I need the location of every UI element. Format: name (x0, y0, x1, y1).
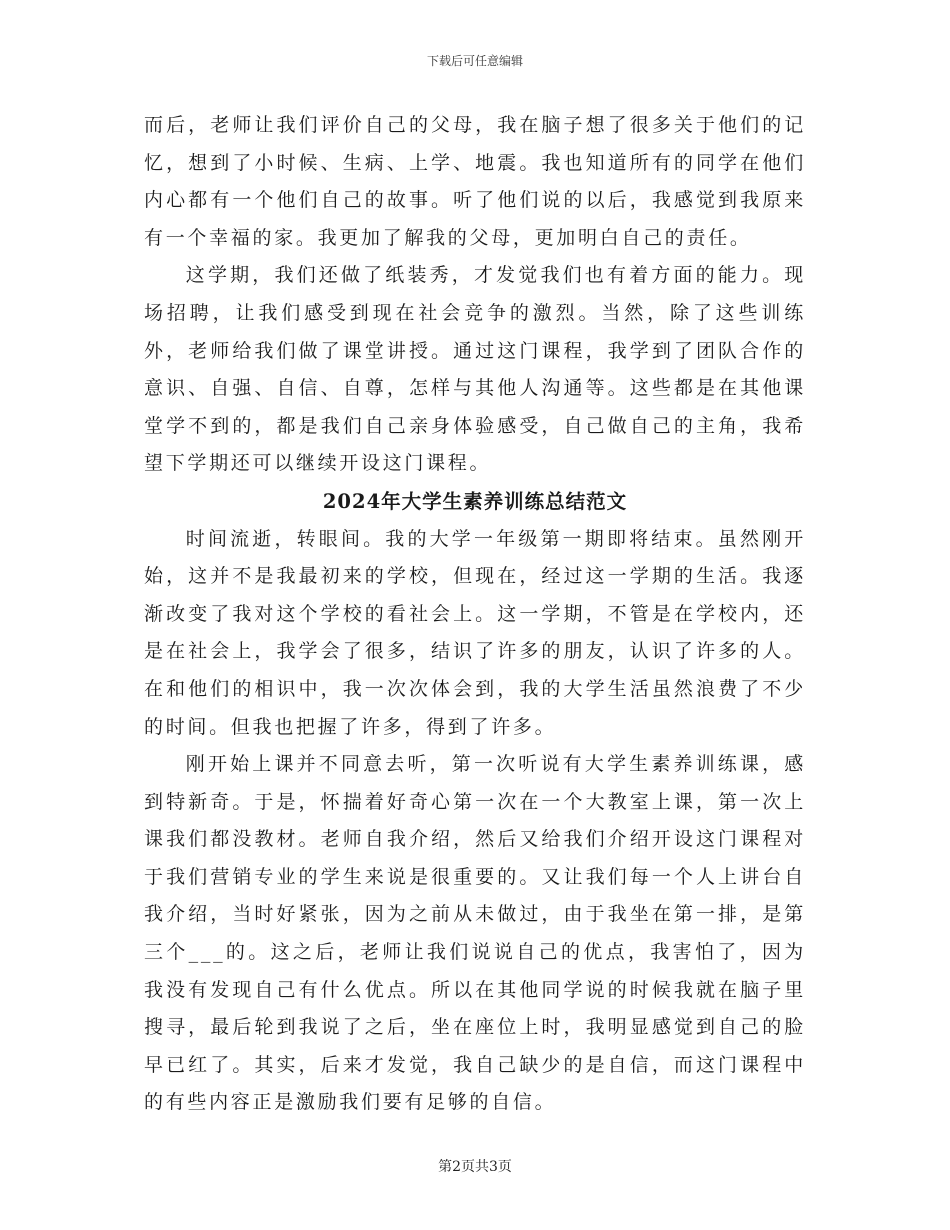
page-number: 第2页共3页 (438, 1159, 512, 1175)
document-body (144, 107, 806, 1122)
header-note: 下载后可任意编辑 (426, 54, 523, 68)
paragraph-parents-evaluation: 而后，老师让我们评价自己的父母，我在脑子想了很多关于他们的记忆，想到了小时候、生病、上学、地震。我也知道所有的同学在他们内心都有一个他们自己的故事。听了他们说的以后，我感觉到我原来有一个幸福的家。我更加了解我的父母，更加明白自己的责任。 (144, 114, 806, 249)
paragraph-semester-activities: 这学期，我们还做了纸装秀，才发觉我们也有着方面的能力。现场招聘，让我们感受到现在社会竞争的激烈。当然，除了这些训练外，老师给我们做了课堂讲授。通过这门课程，我学到了团队合作的意识、自强、自信、自尊，怎样与其他人沟通等。这些都是在其他课堂学不到的，都是我们自己亲身体验感受，自己做自己的主角，我希望下学期还可以继续开设这门课程。 (144, 264, 806, 475)
paragraph-time-passes: 时间流逝，转眼间。我的大学一年级第一期即将结束。虽然刚开始，这并不是我最初来的学校，但现在，经过这一学期的生活。我逐渐改变了我对这个学校的看社会上。这一学期，不管是在学校内，还是在社会上，我学会了很多，结识了许多的朋友，认识了许多的人。在和他们的相识中，我一次次体会到，我的大学生活虽然浪费了不少的时间。但我也把握了许多，得到了许多。 (144, 527, 806, 738)
paragraph-first-class: 刚开始上课并不同意去听，第一次听说有大学生素养训练课，感到特新奇。于是，怀揣着好奇心第一次在一个大教室上课，第一次上课我们都没教材。老师自我介绍，然后又给我们介绍开设这门课程对于我们营销专业的学生来说是很重要的。又让我们每一个人上讲台自我介绍，当时好紧张，因为之前从未做过，由于我坐在第一排，是第三个___的。这之后，老师让我们说说自己的优点，我害怕了，因为我没有发现自己有什么优点。所以在其他同学说的时候我就在脑子里搜寻，最后轮到我说了之后，坐在座位上时，我明显感觉到自己的脸早已红了。其实，后来才发觉，我自己缺少的是自信，而这门课程中的有些内容正是激励我们要有足够的自信。 (144, 753, 806, 1114)
document-title: 2024年大学生素养训练总结范文 (322, 489, 628, 513)
